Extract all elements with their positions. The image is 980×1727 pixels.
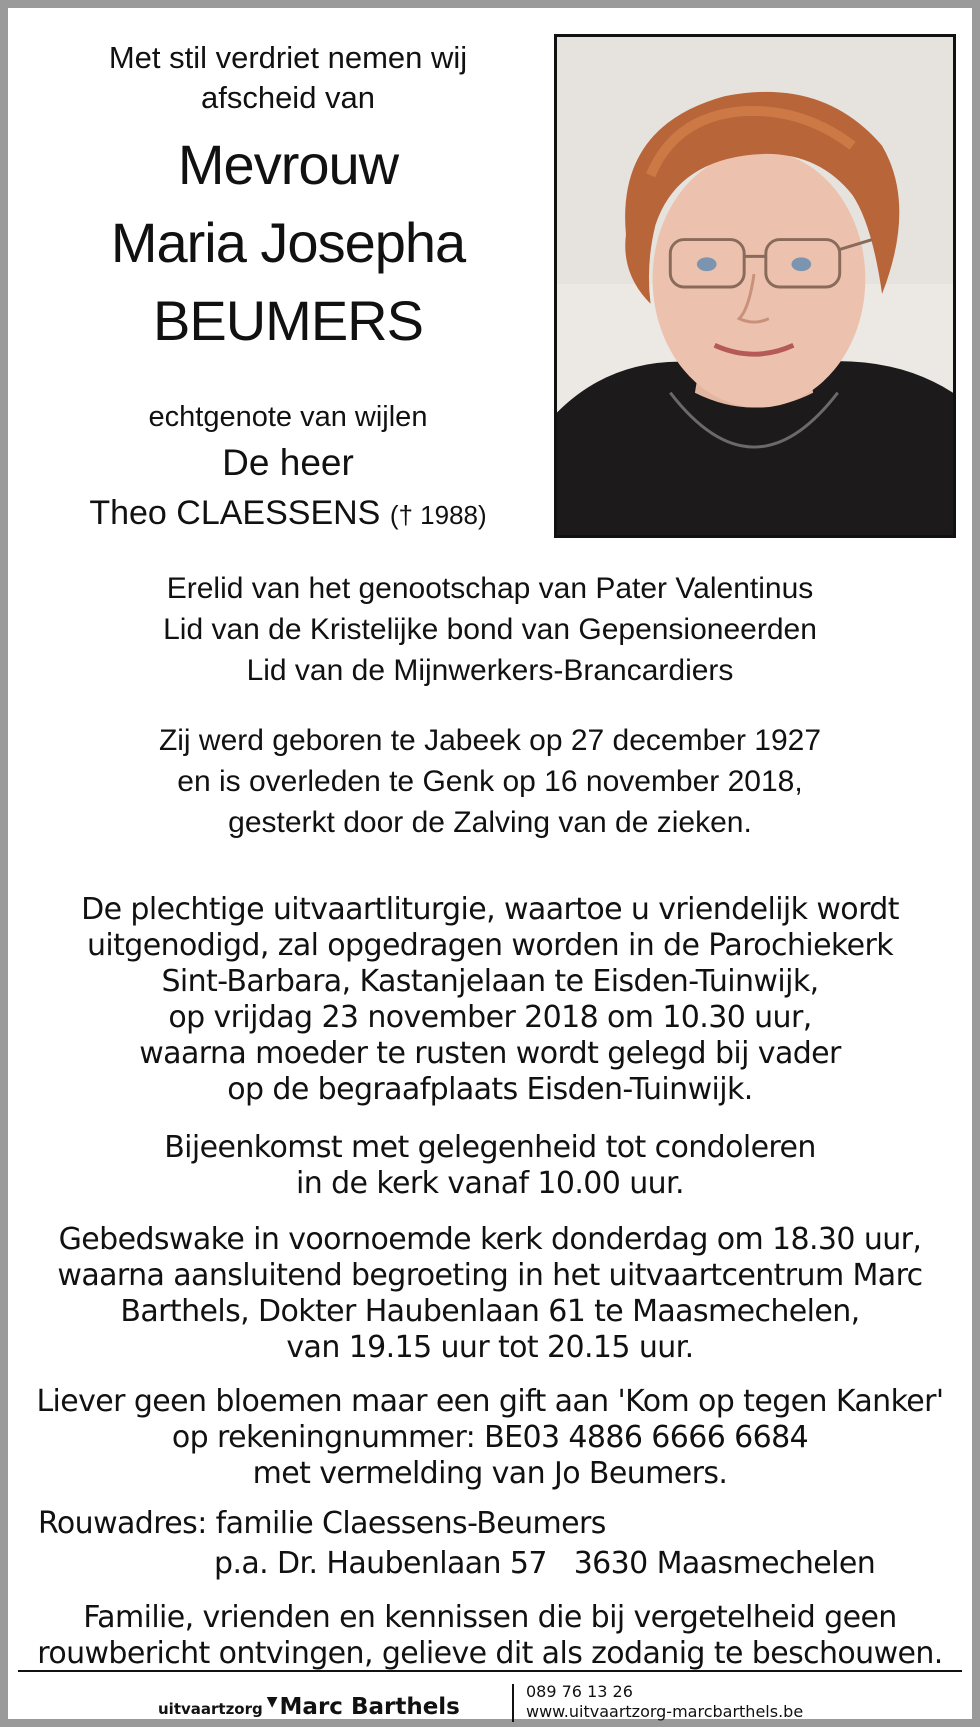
name-surname: BEUMERS <box>153 289 423 352</box>
contact-info <box>526 1682 803 1722</box>
birth-line: Zij werd geboren te Jabeek op 27 december 1927 <box>158 724 822 757</box>
spouse-name-line <box>18 488 558 540</box>
footer-divider <box>18 1670 962 1672</box>
funeral-line: De plechtige uitvaartliturgie, waartoe u vriendelijk wordt <box>81 892 899 927</box>
deceased-name <box>18 126 558 360</box>
spouse-relation: echtgenote van wijlen <box>148 401 428 433</box>
membership-line: Lid van de Mijnwerkers-Brancardiers <box>246 654 734 687</box>
condolence-line: in de kerk vanaf 10.00 uur. <box>296 1166 684 1201</box>
donation-line: met vermelding van Jo Beumers. <box>252 1456 728 1491</box>
membership-line: Lid van de Kristelijke bond van Gepensioneerden <box>163 613 817 646</box>
portrait-illustration <box>557 37 953 535</box>
vigil-info <box>8 1222 972 1366</box>
death-line: en is overleden te Genk op 16 november 2018, <box>177 765 803 798</box>
triangle-icon: ▼ <box>266 1694 278 1710</box>
portrait-photo <box>554 34 956 538</box>
donation-info <box>8 1384 972 1492</box>
sacrament-line: gesterkt door de Zalving van de zieken. <box>228 806 752 839</box>
phone-number: 089 76 13 26 <box>526 1682 633 1701</box>
footer <box>8 1680 972 1725</box>
memberships <box>8 568 972 691</box>
mourning-address <box>38 1504 875 1584</box>
birth-death-info <box>8 720 972 843</box>
closing-note <box>8 1600 972 1672</box>
spouse-info <box>18 396 558 540</box>
intro-line: afscheid van <box>200 80 376 115</box>
vigil-line: Gebedswake in voornoemde kerk donderdag om 18.30 uur, <box>58 1222 922 1257</box>
address-line-1: Rouwadres: familie Claessens-Beumers <box>38 1506 606 1541</box>
brand-name: Marc Barthels <box>279 1694 460 1720</box>
funeral-line: uitgenodigd, zal opgedragen worden in de Parochiekerk <box>86 928 894 963</box>
brand-prefix: uitvaartzorg <box>158 1700 263 1718</box>
name-title: Mevrouw <box>177 133 399 196</box>
vigil-line: waarna aansluitend begroeting in het uitvaartcentrum Marc <box>57 1258 923 1293</box>
name-given: Maria Josepha <box>110 211 466 274</box>
spouse-name: Theo CLAESSENS <box>89 494 381 532</box>
vigil-line: van 19.15 uur tot 20.15 uur. <box>286 1330 694 1365</box>
condolence-line: Bijeenkomst met gelegenheid tot condoleren <box>164 1130 816 1165</box>
website-link[interactable]: www.uitvaartzorg-marcbarthels.be <box>526 1702 804 1721</box>
membership-line: Erelid van het genootschap van Pater Valentinus <box>166 572 814 605</box>
closing-line: rouwbericht ontvingen, gelieve dit als zodanig te beschouwen. <box>37 1636 943 1671</box>
spouse-death-year: († 1988) <box>389 500 487 530</box>
address-line-2: p.a. Dr. Haubenlaan 57 3630 Maasmechelen <box>214 1546 876 1581</box>
condolence-info <box>8 1130 972 1202</box>
vigil-line: Barthels, Dokter Haubenlaan 61 te Maasmechelen, <box>120 1294 860 1329</box>
funeral-home-logo <box>158 1694 460 1720</box>
funeral-line: op vrijdag 23 november 2018 om 10.30 uur, <box>168 1000 812 1035</box>
footer-separator <box>512 1684 514 1722</box>
intro-text <box>18 38 558 118</box>
closing-line: Familie, vrienden en kennissen die bij vergetelheid geen <box>83 1600 897 1635</box>
intro-line: Met stil verdriet nemen wij <box>108 40 468 75</box>
donation-line: op rekeningnummer: BE03 4886 6666 6684 <box>171 1420 809 1455</box>
funeral-line: Sint-Barbara, Kastanjelaan te Eisden-Tuinwijk, <box>161 964 819 999</box>
funeral-line: waarna moeder te rusten wordt gelegd bij vader <box>139 1036 841 1071</box>
spouse-title: De heer <box>222 442 354 483</box>
funeral-info <box>8 892 972 1108</box>
funeral-line: op de begraafplaats Eisden-Tuinwijk. <box>227 1072 753 1107</box>
donation-line: Liever geen bloemen maar een gift aan 'Kom op tegen Kanker' <box>36 1384 944 1419</box>
